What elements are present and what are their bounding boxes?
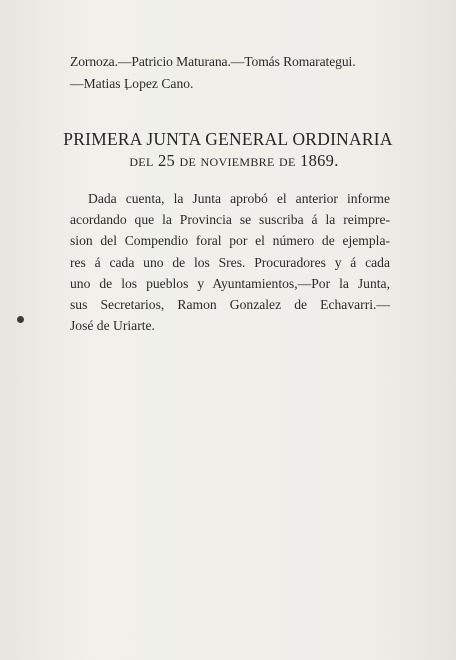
signatories-block <box>70 51 400 94</box>
binding-hole-mark <box>17 316 24 323</box>
paragraph-line: sion del Compendio foral por el número de ejempla- <box>70 233 390 249</box>
section-heading <box>60 128 396 172</box>
signatories-line-2: —Matias Lopez Cano. <box>70 75 194 91</box>
paragraph-line: Dada cuenta, la Junta aprobó el anterior informe <box>88 191 390 206</box>
paragraph-line: José de Uriarte. <box>70 318 155 334</box>
paragraph-line: uno de los pueblos y Ayuntamientos,—Por la Junta, <box>70 275 390 291</box>
heading-date: del 25 de noviembre de 1869. <box>129 151 339 170</box>
paragraph-line: acordando que la Provincia se suscriba á la reimpre- <box>70 212 390 228</box>
heading-title: PRIMERA JUNTA GENERAL ORDINARIA <box>63 129 393 149</box>
paragraph-line: res á cada uno de los Sres. Procuradores y á cada <box>70 254 390 270</box>
signatories-line-1: Zornoza.—Patricio Maturana.—Tomás Romarategui. <box>70 54 356 69</box>
paragraph-line: sus Secretarios, Ramon Gonzalez de Echavarri.— <box>70 296 390 312</box>
body-paragraph <box>70 188 390 336</box>
